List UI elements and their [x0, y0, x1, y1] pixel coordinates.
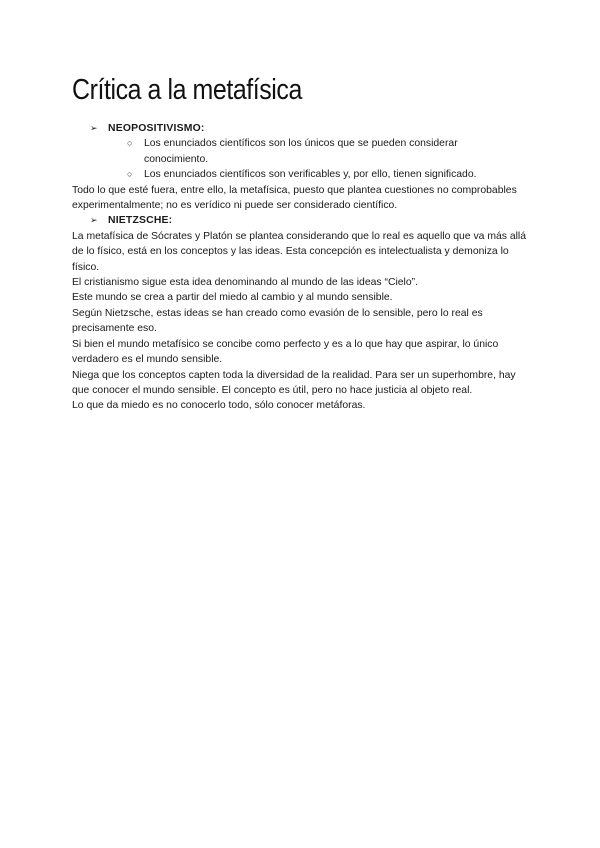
- paragraph: Niega que los conceptos capten toda la diversidad de la realidad. Para ser un superhombre, hay que conocer el mundo sensible. El concepto es útil, pero no hace justicia al objeto real.: [72, 369, 516, 396]
- section-heading-neopositivismo: ➢ NEOPOSITIVISMO:: [72, 121, 532, 136]
- paragraph: Si bien el mundo metafísico se concibe como perfecto y es a lo que hay que aspirar, lo único verdadero es el mundo sensible.: [72, 338, 499, 366]
- paragraph: Según Nietzsche, estas ideas se han creado como evasión de lo sensible, pero lo real es precisamente eso.: [72, 307, 483, 335]
- paragraph: Lo que da miedo es no conocerlo todo, sólo conocer metáforas.: [72, 400, 366, 412]
- section-heading-nietzsche: ➢ NIETZSCHE:: [72, 213, 532, 228]
- paragraph: Todo lo que esté fuera, entre ello, la metafísica, puesto que plantea cuestiones no comprobables experimentalmente; no es verídico ni puede ser considerado científico.: [72, 184, 517, 212]
- sub-bullet-item: ○ Los enunciados científicos son los únicos que se pueden considerar conocimiento.: [127, 138, 458, 165]
- circle-bullet-icon: ○: [127, 138, 133, 149]
- arrow-bullet-icon: ➢: [90, 215, 98, 226]
- document-title: Crítica a la metafísica: [72, 74, 302, 106]
- arrow-bullet-icon: ➢: [90, 123, 98, 133]
- paragraph: El cristianismo sigue esta idea denominando al mundo de las ideas “Cielo”.: [72, 277, 418, 289]
- paragraph: La metafísica de Sócrates y Platón se plantea considerando que lo real es aquello que va más allá de lo físico, está en los conceptos y las ideas. Esta concepción es intelectualista y demoniza lo físico.: [72, 230, 527, 273]
- paragraph: Este mundo se crea a partir del miedo al cambio y al mundo sensible.: [72, 292, 393, 304]
- circle-bullet-icon: ○: [127, 169, 133, 180]
- document-body: [72, 121, 532, 414]
- sub-bullet-item: ○ Los enunciados científicos son verificables y, por ello, tienen significado.: [72, 167, 532, 182]
